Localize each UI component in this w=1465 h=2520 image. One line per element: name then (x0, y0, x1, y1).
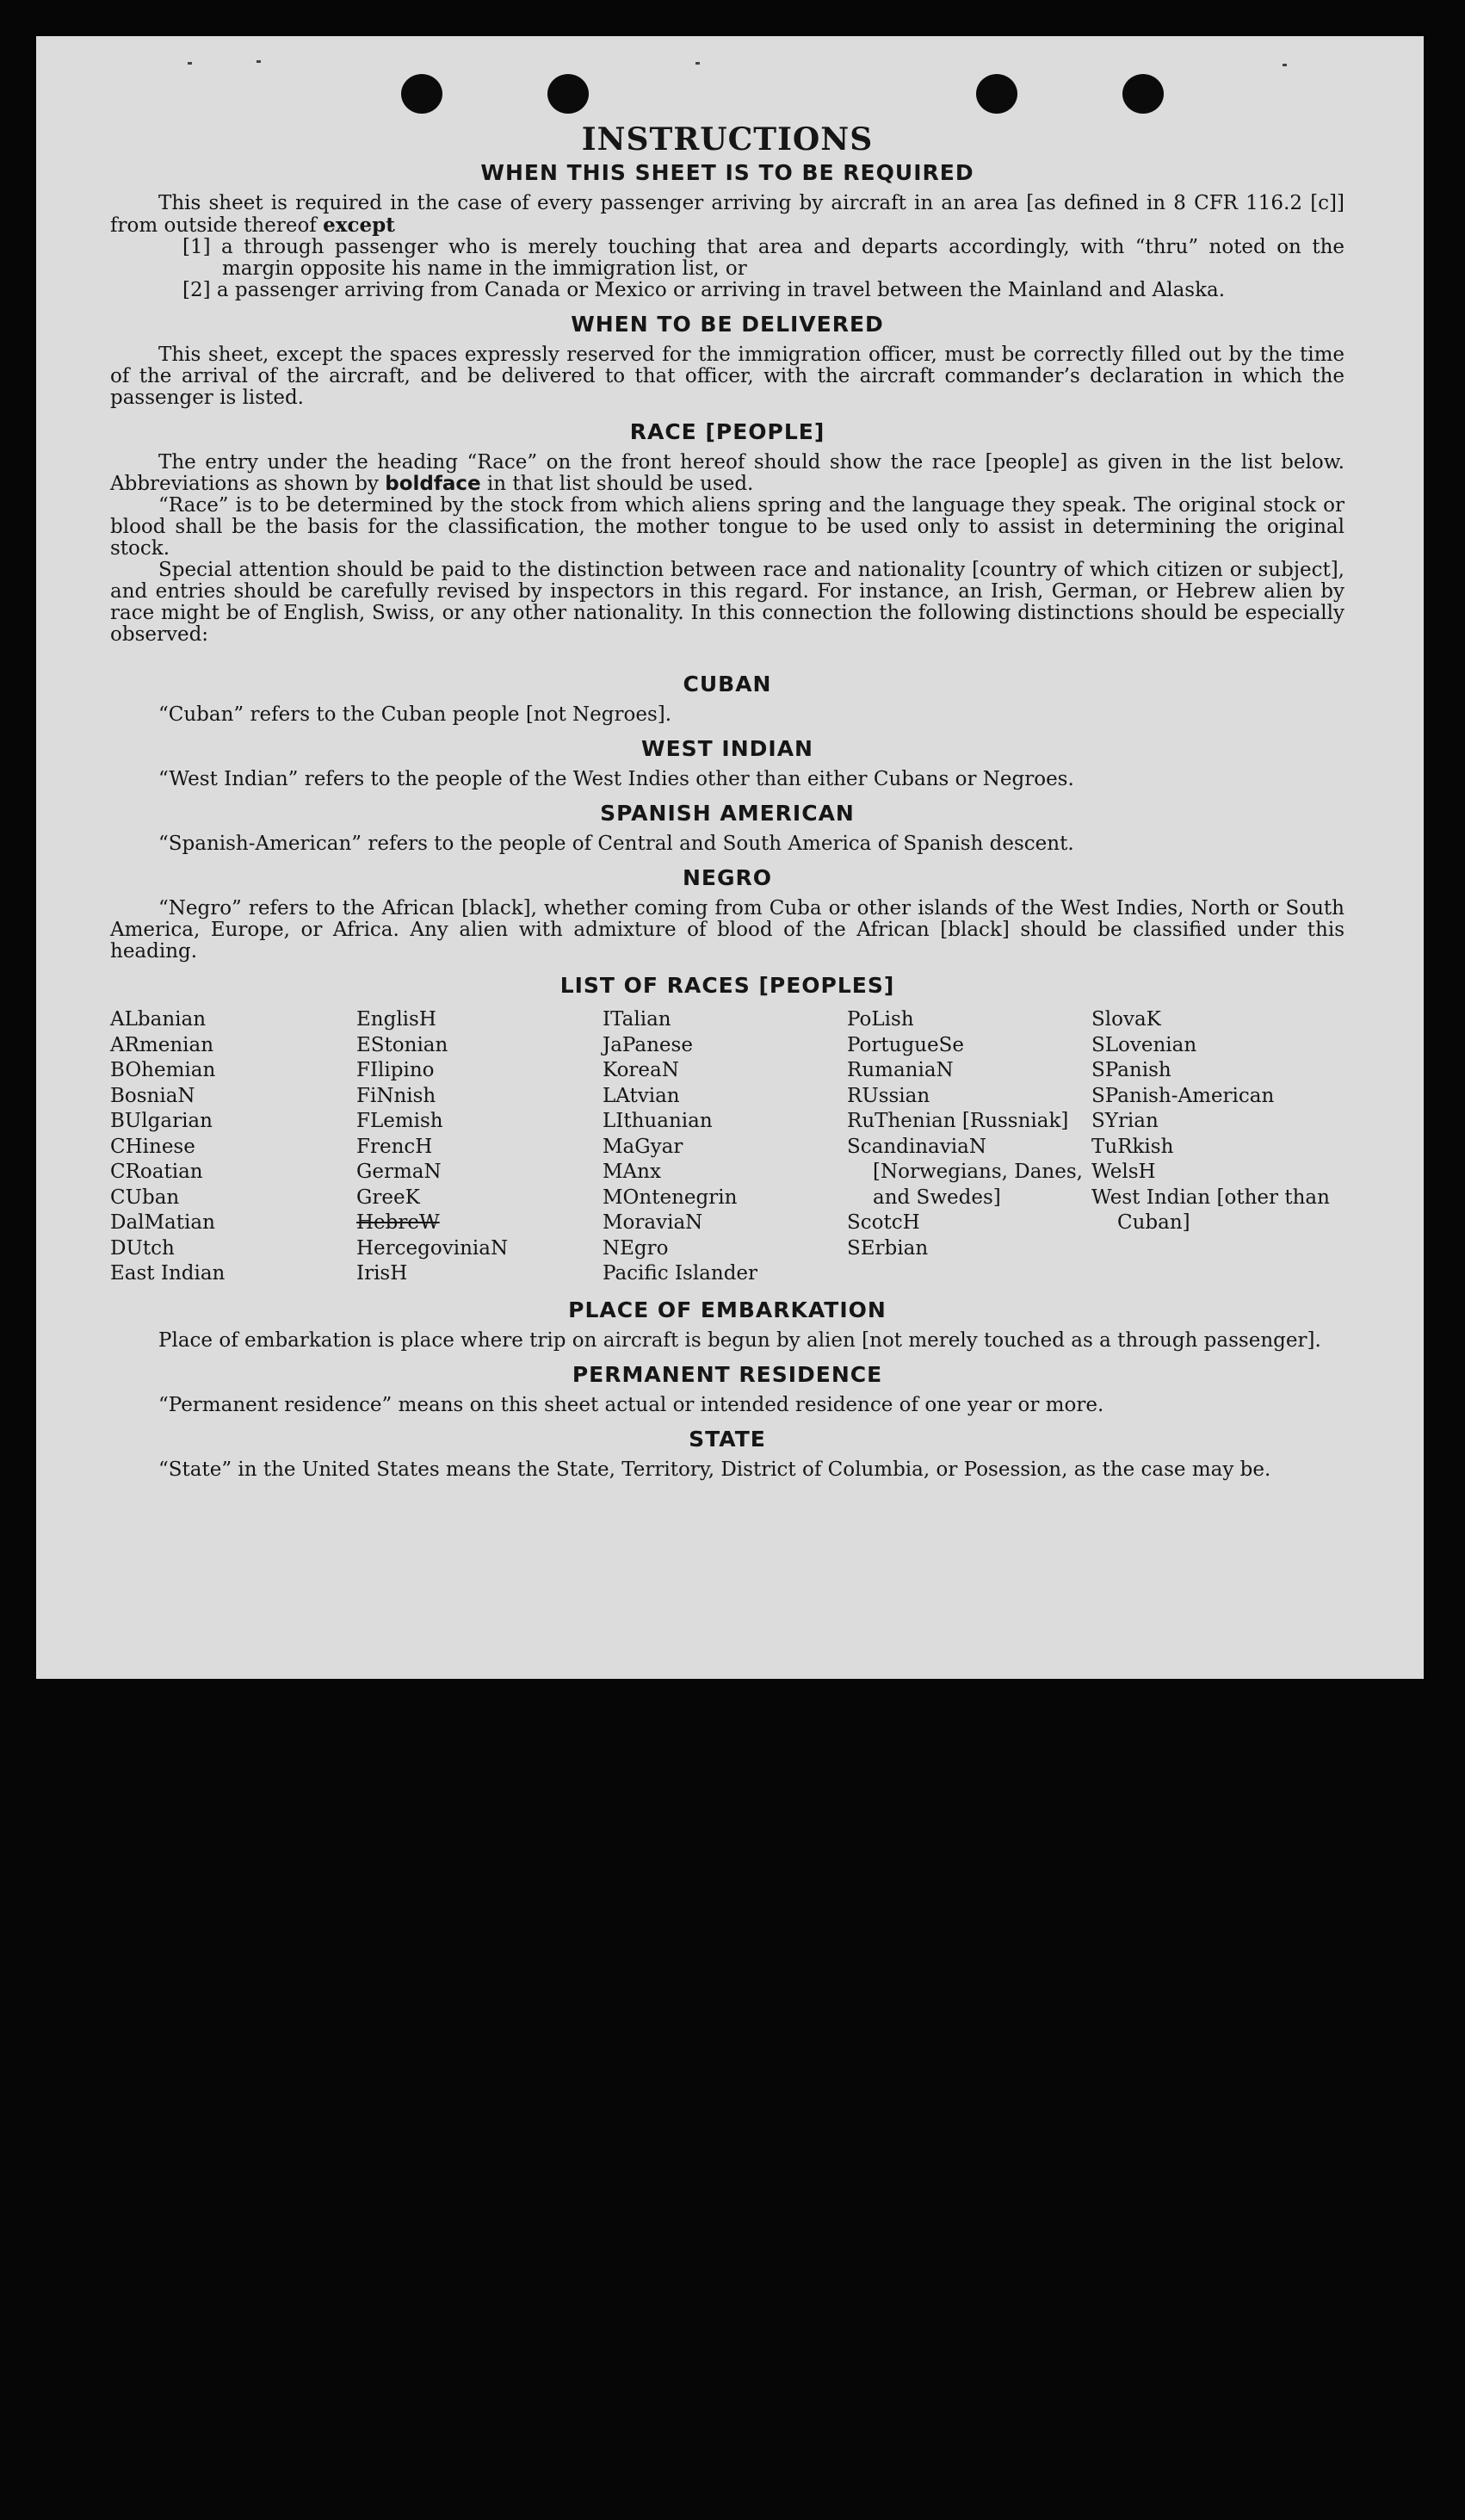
spanish-american-paragraph: “Spanish-American” refers to the people of Central and South America of Spanish descent. (158, 833, 1074, 855)
race-item: DUtch (110, 1236, 175, 1260)
race-item-struck: HebreW (356, 1211, 440, 1234)
race-item: FLemish (356, 1110, 443, 1132)
exception-item-1: [1] a through passenger who is merely touching that area and departs accordingly, with “thru” noted on the margin opposite his name in the immigration list, or (182, 236, 1344, 280)
residence-paragraph: “Permanent residence” means on this sheet actual or intended residence of one year or more. (158, 1393, 1104, 1416)
race-paragraph-2: “Race” is to be determined by the stock from which aliens spring and the language they speak. The original stock or blood shall be the basis for the classification, the mother tongue to be used only to assist in determining the original stock. (110, 494, 1344, 560)
heading-race: RACE [PEOPLE] (629, 419, 825, 444)
race-item: WelsH (1091, 1161, 1156, 1183)
races-list (110, 1007, 1344, 1287)
race-item: East Indian (110, 1262, 226, 1285)
state-paragraph: “State” in the United States means the State, Territory, District of Columbia, or Posession, as the case may be. (158, 1458, 1271, 1481)
race-item: ScotcH (847, 1211, 920, 1234)
speck (1283, 64, 1287, 66)
speck (188, 62, 192, 65)
heading-negro: NEGRO (682, 865, 773, 890)
punch-hole (547, 74, 589, 114)
race-item: CRoatian (110, 1161, 203, 1183)
heading-list-of-races: LIST OF RACES [PEOPLES] (559, 973, 895, 998)
race-item: CHinese (110, 1135, 195, 1158)
punch-hole (401, 74, 442, 114)
race-item: FrencH (356, 1135, 433, 1158)
race-item: CUban (110, 1186, 180, 1209)
race-item: RuThenian [Russniak] (847, 1110, 1069, 1132)
race-item: BosniaN (110, 1084, 195, 1107)
heading-when-delivered: WHEN TO BE DELIVERED (571, 312, 884, 337)
west-indian-paragraph: “West Indian” refers to the people of the West Indies other than either Cubans or Negroes. (158, 768, 1074, 790)
race-item: JaPanese (603, 1033, 693, 1056)
when-delivered-paragraph: This sheet, except the spaces expressly reserved for the immigration officer, must be correctly filled out by the time of the arrival of the aircraft, and be delivered to that officer, with the aircraft commander’s declaration in which the passenger is listed. (110, 344, 1344, 409)
race-item: BOhemian (110, 1059, 216, 1081)
race-item: DalMatian (110, 1211, 215, 1234)
races-column-3 (603, 1007, 847, 1287)
heading-spanish-american: SPANISH AMERICAN (600, 801, 855, 826)
speck (695, 62, 700, 65)
race-item: SLovenian (1091, 1033, 1197, 1056)
heading-embarkation: PLACE OF EMBARKATION (568, 1297, 887, 1322)
speck (257, 60, 261, 63)
embarkation-paragraph: Place of embarkation is place where trip on aircraft is begun by alien [not merely touched as a through passenger]. (158, 1328, 1321, 1352)
race-item: TuRkish (1091, 1135, 1174, 1158)
race-item: MAnx (603, 1161, 661, 1183)
race-item: HercegoviniaN (356, 1236, 509, 1260)
race-item: Pacific Islander (603, 1262, 758, 1285)
race-item: West Indian [other than Cuban] (1091, 1186, 1330, 1234)
race-item: BUlgarian (110, 1110, 213, 1132)
race-item: ITalian (603, 1008, 671, 1031)
punch-hole (1122, 74, 1164, 114)
race-item: RumaniaN (847, 1059, 954, 1081)
race-item: FiNnish (356, 1084, 436, 1107)
race-item: SlovaK (1091, 1008, 1161, 1031)
race-item: LAtvian (603, 1084, 680, 1107)
races-column-4 (847, 1007, 1091, 1287)
races-column-1 (110, 1007, 356, 1287)
heading-permanent-residence: PERMANENT RESIDENCE (572, 1361, 883, 1387)
page-title: INSTRUCTIONS (581, 121, 874, 158)
when-required-paragraph: This sheet is required in the case of every passenger arriving by aircraft in an area [as defined in 8 CFR 116.2 [c]] from outside thereof except (110, 192, 1344, 237)
race-item: EnglisH (356, 1008, 436, 1031)
race-item: SPanish (1091, 1059, 1171, 1081)
race-item: RUssian (847, 1084, 930, 1107)
race-item: SErbian (847, 1236, 929, 1260)
races-column-2 (356, 1007, 603, 1287)
punch-hole (976, 74, 1017, 114)
heading-cuban: CUBAN (683, 672, 772, 697)
race-item: FIlipino (356, 1059, 435, 1081)
race-item: GreeK (356, 1186, 420, 1209)
heading-state: STATE (689, 1426, 766, 1452)
negro-paragraph: “Negro” refers to the African [black], whether coming from Cuba or other islands of the West Indies, North or South America, Europe, or Africa. Any alien with admixture of blood of the African [black] should be classified under this heading. (110, 897, 1344, 963)
race-item: KoreaN (603, 1059, 679, 1081)
document-page (36, 36, 1424, 1679)
race-item: PortugueSe (847, 1033, 964, 1056)
race-item: ARmenian (110, 1033, 214, 1056)
heading-when-required: WHEN THIS SHEET IS TO BE REQUIRED (480, 160, 974, 185)
race-item: MoraviaN (603, 1211, 703, 1234)
races-column-5 (1091, 1007, 1341, 1287)
race-item: SYrian (1091, 1110, 1159, 1132)
cuban-paragraph: “Cuban” refers to the Cuban people [not Negroes]. (158, 703, 672, 726)
except-emphasis: except (323, 214, 395, 237)
race-paragraph-1: The entry under the heading “Race” on the front hereof should show the race [people] as given in the list below. Abbreviations as shown by boldface in that list should be used. (110, 451, 1344, 495)
instructions-content (110, 122, 1344, 1481)
race-item: ALbanian (110, 1008, 207, 1031)
race-item: ScandinaviaN [Norwegians, Danes, and Swedes] (847, 1135, 1083, 1209)
boldface-word: boldface (385, 473, 481, 495)
race-item: NEgro (603, 1236, 669, 1260)
race-paragraph-3: Special attention should be paid to the distinction between race and nationality [country of which citizen or subject], and entries should be carefully revised by inspectors in this regard. For instance, an Irish, German, or Hebrew alien by race might be of English, Swiss, or any other nationality. In this connection the following distinctions should be especially observed: (110, 559, 1344, 646)
race-item: MOntenegrin (603, 1186, 738, 1209)
race-item: PoLish (847, 1008, 914, 1031)
race-item: MaGyar (603, 1135, 683, 1158)
race-item: EStonian (356, 1033, 448, 1056)
race-item: SPanish-American (1091, 1084, 1275, 1107)
exception-item-2: [2] a passenger arriving from Canada or Mexico or arriving in travel between the Mainland and Alaska. (182, 279, 1226, 301)
race-item: LIthuanian (603, 1110, 713, 1132)
race-item: IrisH (356, 1262, 408, 1285)
heading-west-indian: WEST INDIAN (641, 736, 813, 761)
race-item: GermaN (356, 1161, 442, 1183)
